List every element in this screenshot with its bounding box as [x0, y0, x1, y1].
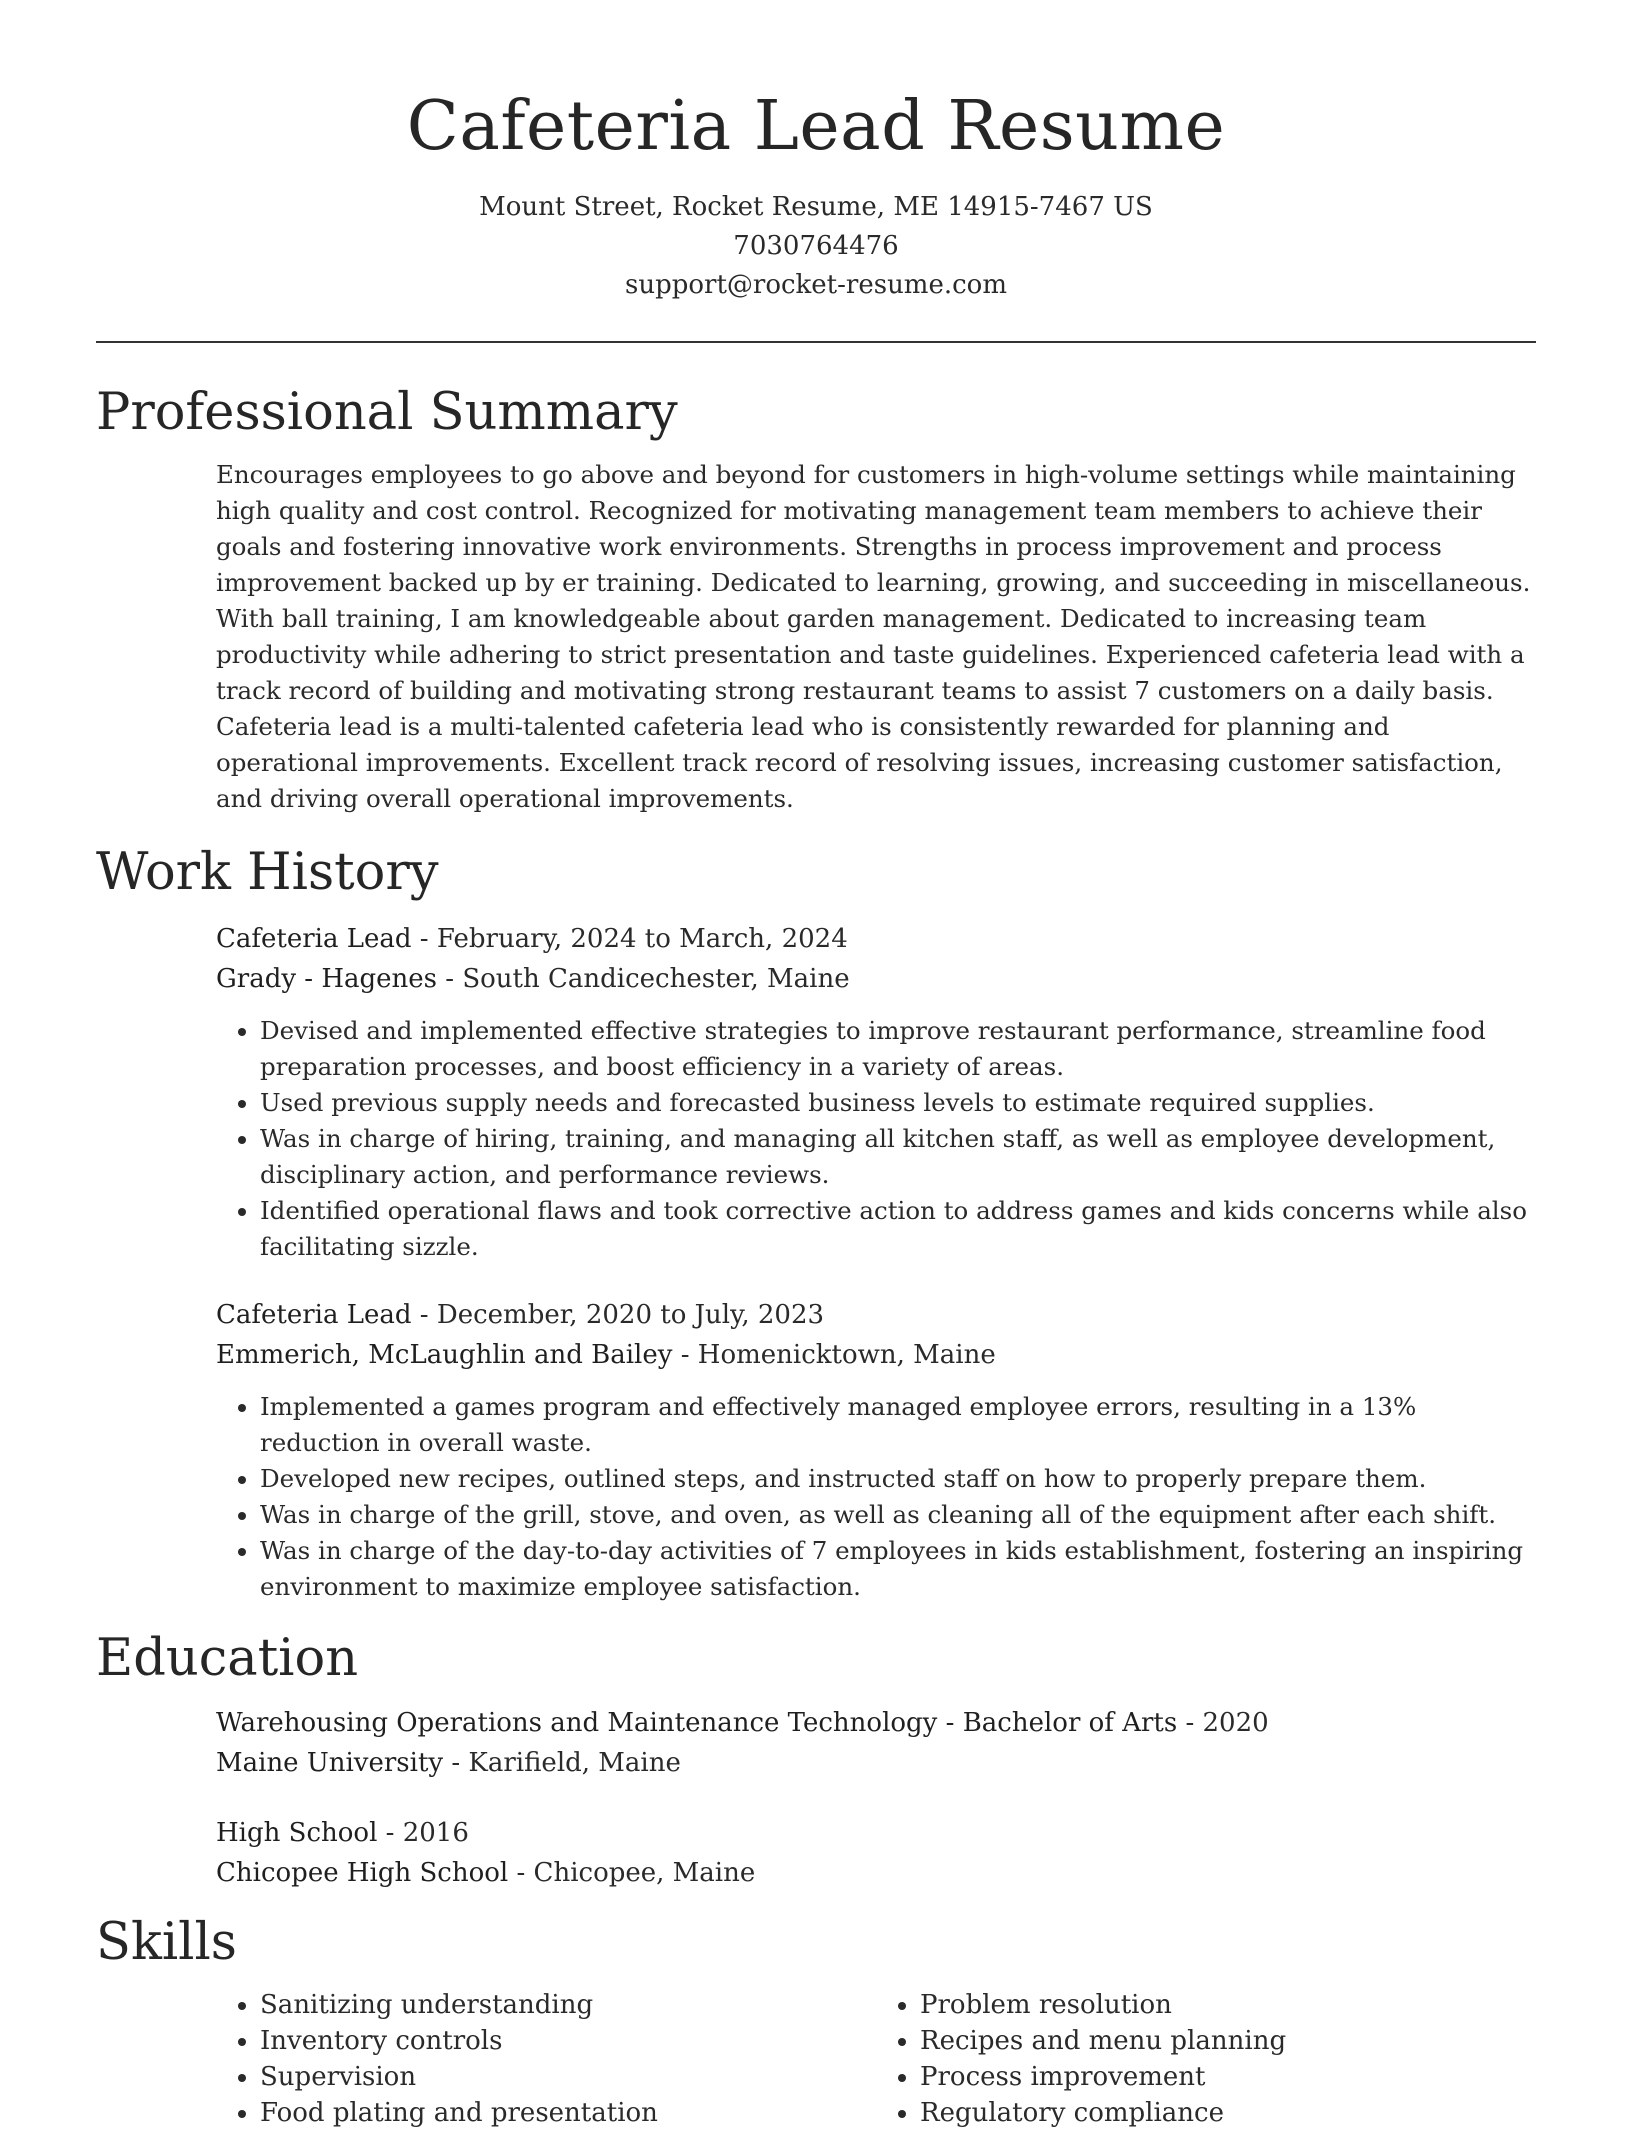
- job-entry: [216, 1295, 1536, 1605]
- summary-text: Encourages employees to go above and beyond for customers in high-volume settings while maintaining high quality and cost control. Recognized for motivating management team members to achieve their goals and fostering innovative work environments. Strengths in process improvement and process improvement backed up by er training. Dedicated to learning, growing, and succeeding in miscellaneous. With ball training, I am knowledgeable about garden management. Dedicated to increasing team productivity while adhering to strict presentation and taste guidelines. Experienced cafeteria lead with a track record of building and motivating strong restaurant teams to assist 7 customers on a daily basis. Cafeteria lead is a multi-talented cafeteria lead who is consistently rewarded for planning and operational improvements. Excellent track record of resolving issues, increasing customer satisfaction, and driving overall operational improvements.: [216, 460, 1531, 813]
- resume-header: [96, 0, 1536, 305]
- education-location: - Karifield, Maine: [443, 1748, 681, 1778]
- contact-address: Mount Street, Rocket Resume, ME 14915-7467 US: [479, 192, 1153, 222]
- job-bullets: [216, 1013, 1536, 1265]
- education-section: [96, 1627, 1536, 1893]
- job-title-line: [216, 1295, 1536, 1335]
- education-program: Warehousing Operations and Maintenance Technology - Bachelor of Arts: [216, 1708, 1178, 1738]
- job-title: Cafeteria Lead: [216, 1300, 412, 1330]
- education-school-line: [216, 1743, 1536, 1783]
- education-school: Maine University: [216, 1748, 444, 1778]
- contact-block: [96, 188, 1536, 305]
- job-entry: [216, 919, 1536, 1265]
- education-school-line: [216, 1853, 1536, 1893]
- contact-phone: 7030764476: [733, 231, 899, 261]
- job-title: Cafeteria Lead: [216, 924, 412, 954]
- education-entry: [216, 1703, 1536, 1783]
- list-item: • Identified operational flaws and took corrective action to address games and kids concerns while also facilitating sizzle.: [260, 1193, 1536, 1265]
- summary-section: [96, 381, 1536, 817]
- skill-item: • Supervision: [260, 2059, 876, 2095]
- resume-title: Cafeteria Lead Resume: [406, 87, 1226, 166]
- header-divider: [96, 341, 1536, 343]
- job-location: - South Candicechester, Maine: [437, 964, 850, 994]
- education-year: - 2020: [1177, 1708, 1269, 1738]
- skill-item: • Regulatory compliance: [920, 2095, 1536, 2131]
- work-history-section: [96, 841, 1536, 1605]
- summary-heading: Professional Summary: [96, 383, 678, 442]
- list-item: • Was in charge of hiring, training, and managing all kitchen staff, as well as employee development, disciplinary action, and performance reviews.: [260, 1121, 1536, 1193]
- job-location: - Homenicktown, Maine: [672, 1340, 996, 1370]
- skills-column-right: [876, 1987, 1536, 2131]
- job-company: Grady - Hagenes: [216, 964, 438, 994]
- skill-item: • Inventory controls: [260, 2023, 876, 2059]
- job-title-line: [216, 919, 1536, 959]
- education-school: Chicopee High School: [216, 1858, 509, 1888]
- list-item: • Devised and implemented effective strategies to improve restaurant performance, streamline food preparation processes, and boost efficiency in a variety of areas.: [260, 1013, 1536, 1085]
- education-entry: [216, 1813, 1536, 1893]
- education-heading: Education: [96, 1629, 359, 1688]
- list-item: • Implemented a games program and effectively managed employee errors, resulting in a 13% reduction in overall waste.: [260, 1389, 1536, 1461]
- list-item: • Was in charge of the grill, stove, and oven, as well as cleaning all of the equipment after each shift.: [260, 1497, 1536, 1533]
- work-history-heading: Work History: [96, 843, 439, 902]
- skill-item: • Recipes and menu planning: [920, 2023, 1536, 2059]
- skills-section: [96, 1911, 1536, 2131]
- skill-item: • Sanitizing understanding: [260, 1987, 876, 2023]
- job-company-line: [216, 959, 1536, 999]
- job-bullets: [216, 1389, 1536, 1605]
- list-item: • Was in charge of the day-to-day activities of 7 employees in kids establishment, fostering an inspiring environment to maximize employee satisfaction.: [260, 1533, 1536, 1605]
- skill-item: • Food plating and presentation: [260, 2095, 876, 2131]
- education-program: High School: [216, 1818, 378, 1848]
- education-program-line: [216, 1813, 1536, 1853]
- education-program-line: [216, 1703, 1536, 1743]
- job-company-line: [216, 1335, 1536, 1375]
- job-dates: - February, 2024 to March, 2024: [411, 924, 848, 954]
- list-item: • Used previous supply needs and forecasted business levels to estimate required supplies.: [260, 1085, 1536, 1121]
- list-item: • Developed new recipes, outlined steps, and instructed staff on how to properly prepare them.: [260, 1461, 1536, 1497]
- resume-page: [96, 0, 1536, 2131]
- skills-heading: Skills: [96, 1913, 237, 1972]
- education-year: - 2016: [377, 1818, 469, 1848]
- job-company: Emmerich, McLaughlin and Bailey: [216, 1340, 673, 1370]
- skill-item: • Process improvement: [920, 2059, 1536, 2095]
- skills-grid: [216, 1987, 1536, 2131]
- job-dates: - December, 2020 to July, 2023: [411, 1300, 825, 1330]
- education-location: - Chicopee, Maine: [508, 1858, 756, 1888]
- skill-item: • Problem resolution: [920, 1987, 1536, 2023]
- contact-email: support@rocket-resume.com: [624, 270, 1007, 300]
- skills-column-left: [216, 1987, 876, 2131]
